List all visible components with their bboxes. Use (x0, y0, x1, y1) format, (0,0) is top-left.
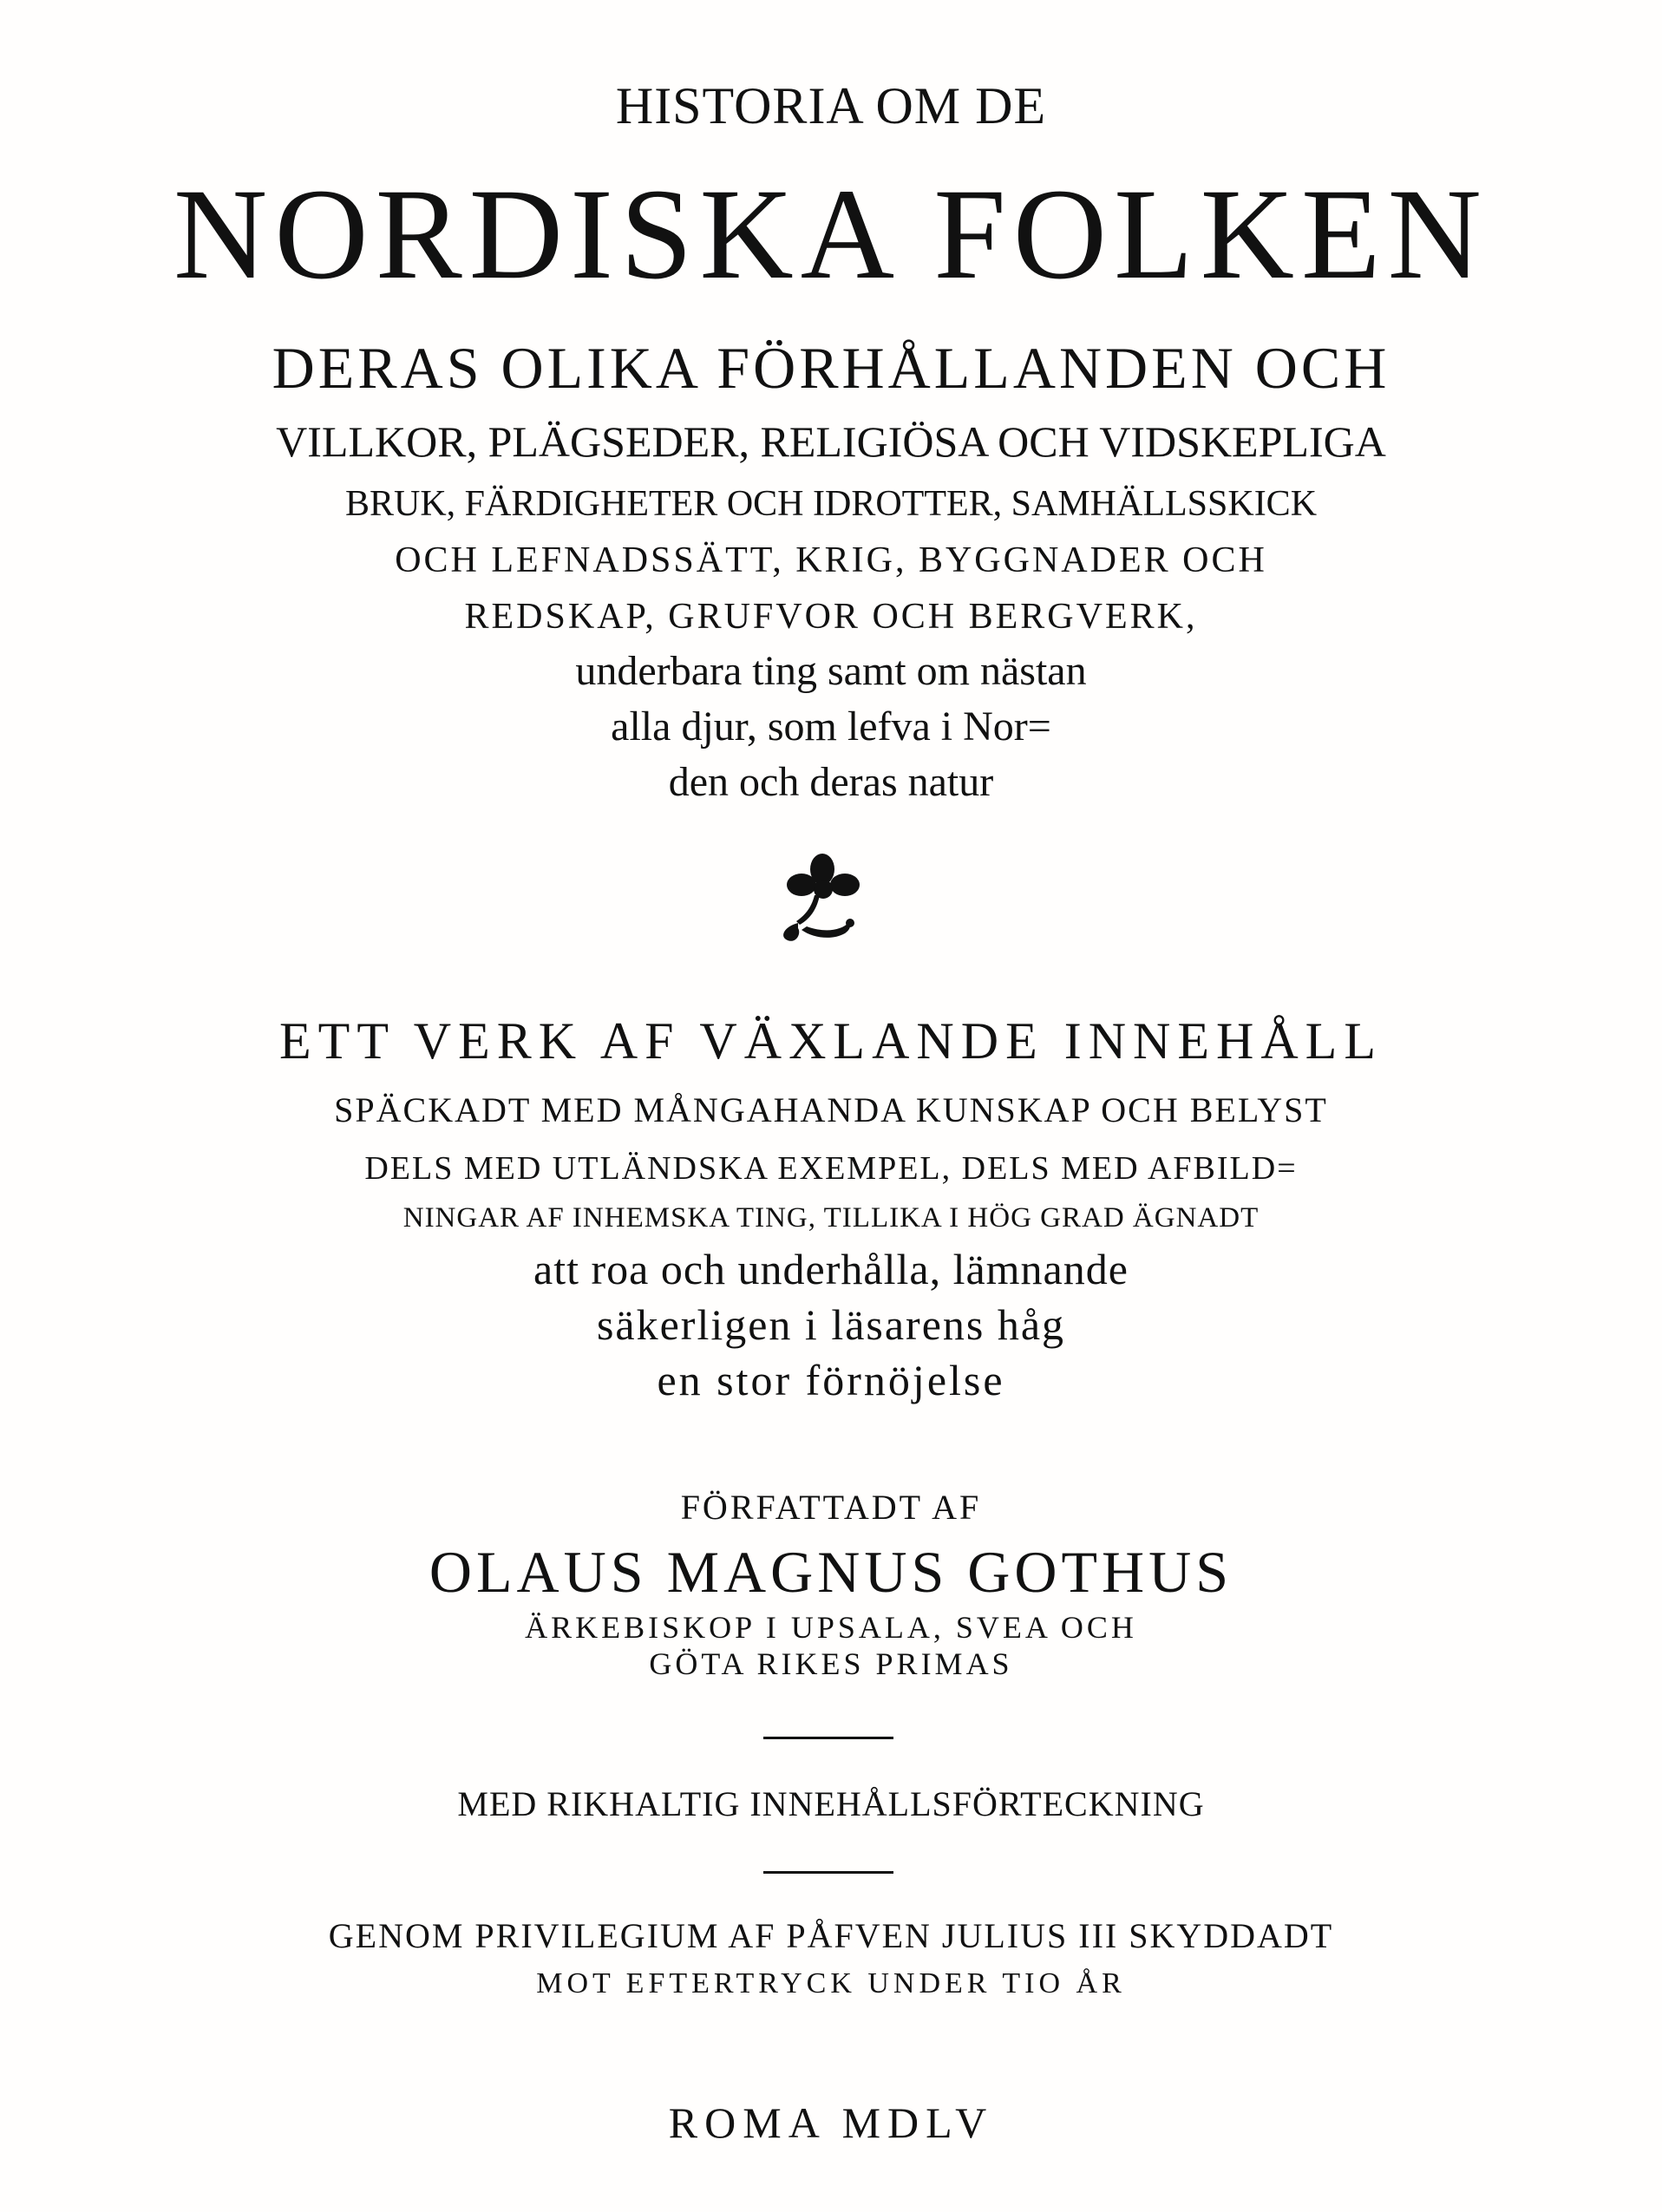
description-line-5: att roa och underhålla, lämnande (533, 1245, 1129, 1293)
privilege-line-2: MOT EFTERTRYCK UNDER TIO ÅR (536, 1967, 1126, 1999)
subtitle-line-7: alla djur, som lefva i Nor= (611, 704, 1051, 749)
author-title-1: ÄRKEBISKOP I UPSALA, SVEA OCH (525, 1610, 1137, 1645)
description-line-3: DELS MED UTLÄNDSKA EXEMPEL, DELS MED AFBILD= (364, 1150, 1298, 1187)
subtitle-line-5: REDSKAP, GRUFVOR OCH BERGVERK, (464, 597, 1198, 637)
fleuron-icon (772, 850, 876, 946)
divider-rule (763, 1871, 893, 1874)
index-note: MED RIKHALTIG INNEHÅLLSFÖRTECKNING (457, 1784, 1205, 1823)
author-title-2: GÖTA RIKES PRIMAS (649, 1646, 1013, 1681)
divider-rule (763, 1737, 893, 1739)
subtitle-line-2: VILLKOR, PLÄGSEDER, RELIGIÖSA OCH VIDSKEPLIGA (276, 417, 1386, 466)
author-label: FÖRFATTADT AF (680, 1488, 982, 1527)
subtitle-line-8: den och deras natur (668, 759, 994, 805)
subtitle-line-3: BRUK, FÄRDIGHETER OCH IDROTTER, SAMHÄLLSSKICK (344, 484, 1318, 524)
description-line-2: SPÄCKADT MED MÅNGAHANDA KUNSKAP OCH BELYST (334, 1090, 1328, 1129)
description-line-6: säkerligen i läsarens håg (596, 1300, 1066, 1349)
main-title: NORDISKA FOLKEN (173, 162, 1489, 306)
privilege-line-1: GENOM PRIVILEGIUM AF PÅFVEN JULIUS III SKYDDADT (328, 1916, 1334, 1955)
imprint: ROMA MDLV (668, 2098, 994, 2147)
description-line-4: NINGAR AF INHEMSKA TING, TILLIKA I HÖG GRAD ÄGNADT (402, 1202, 1260, 1234)
author-name: OLAUS MAGNUS GOTHUS (429, 1539, 1233, 1605)
description-line-1: ETT VERK AF VÄXLANDE INNEHÅLL (279, 1012, 1383, 1070)
description-line-7: en stor förnöjelse (657, 1356, 1005, 1404)
pre-title: HISTORIA OM DE (615, 77, 1047, 134)
subtitle-line-1: DERAS OLIKA FÖRHÅLLANDEN OCH (272, 335, 1390, 401)
subtitle-line-4: OCH LEFNADSSÄTT, KRIG, BYGGNADER OCH (395, 540, 1267, 580)
subtitle-line-6: underbara ting samt om nästan (575, 648, 1087, 694)
